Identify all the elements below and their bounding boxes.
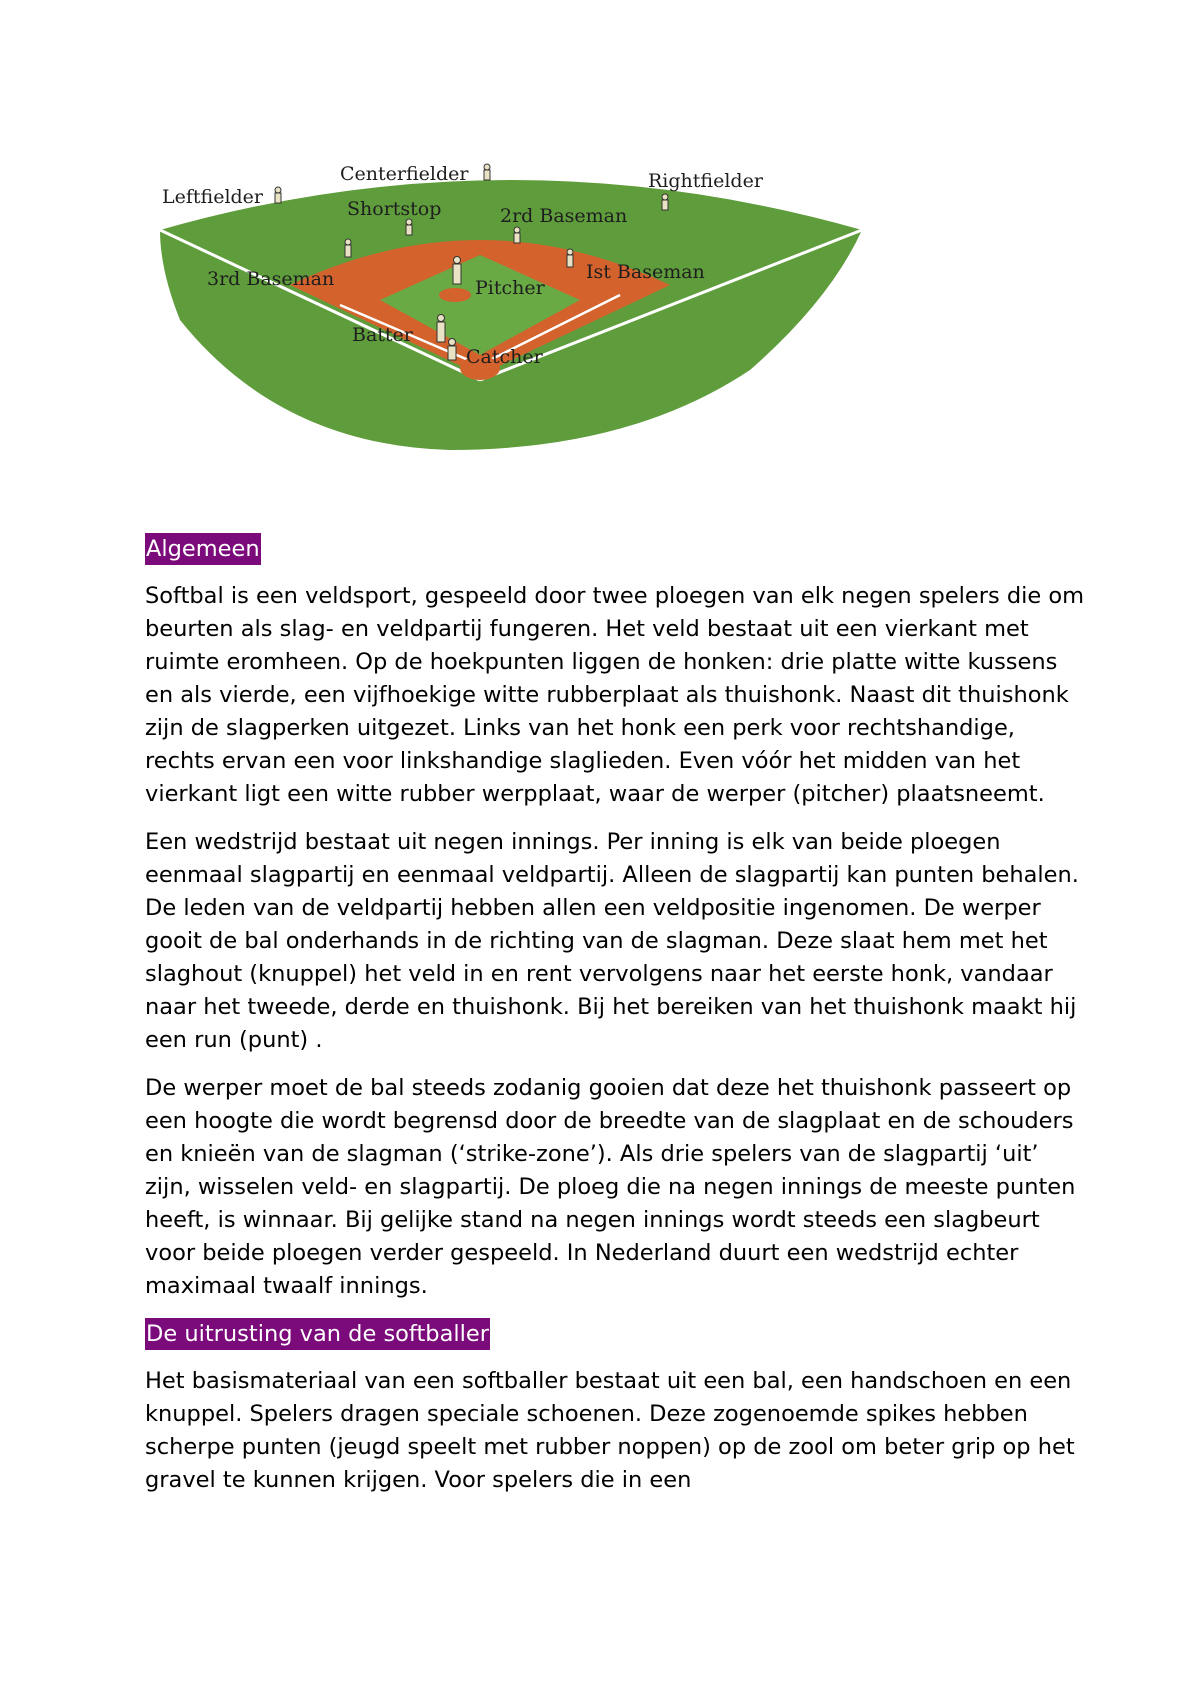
player-leftfielder [275,187,281,203]
section-equipment [145,1318,1085,1497]
label-second-baseman: 2rd Baseman [500,205,628,227]
document-body [145,533,1085,1497]
label-leftfielder: Leftfielder [162,186,264,208]
field-svg [150,150,870,470]
section-heading-equipment: De uitrusting van de softballer [145,1318,490,1350]
player-centerfielder [484,164,490,180]
label-pitcher: Pitcher [475,277,545,299]
player-second-baseman [514,227,520,243]
player-catcher [448,339,456,361]
label-first-baseman: Ist Baseman [586,261,705,283]
player-third-baseman [345,239,351,257]
paragraph: Het basismateriaal van een softballer bestaat uit een bal, een handschoen en een knuppel. Spelers dragen speciale schoenen. Deze zogenoemde spikes hebben scherpe punten (jeugd speelt met rubber noppen) op de zool om beter grip op het gravel te kunnen krijgen. Voor spelers die in een [145,1368,1075,1493]
section-general [145,533,1085,1303]
player-batter [437,315,445,343]
paragraph: De werper moet de bal steeds zodanig gooien dat deze het thuishonk passeert op een hoogte die wordt begrensd door de breedte van de slagplaat en de schouders en knieën van de slagman (‘strike-zone’). Als drie spelers van de slagpartij ‘uit’ zijn, wisselen veld- en slagpartij. De ploeg die na negen innings de meeste punten heeft, is winnaar. Bij gelijke stand na negen innings wordt steeds een slagbeurt voor beide ploegen verder gespeeld. In Nederland duurt een wedstrijd echter maximaal twaalf innings. [145,1075,1076,1299]
paragraph: Een wedstrijd bestaat uit negen innings. Per inning is elk van beide ploegen eenmaal slagpartij en eenmaal veldpartij. Alleen de slagpartij kan punten behalen. De leden van de veldpartij hebben allen een veldpositie ingenomen. De werper gooit de bal onderhands in de richting van de slagman. Deze slaat hem met het slaghout (knuppel) het veld in en rent vervolgens naar het eerste honk, vandaar naar het tweede, derde en thuishonk. Bij het bereiken van het thuishonk maakt hij een run (punt) . [145,829,1079,1053]
paragraph: Softbal is een veldsport, gespeeld door twee ploegen van elk negen spelers die om beurten als slag- en veldpartij fungeren. Het veld bestaat uit een vierkant met ruimte eromheen. Op de hoekpunten liggen de honken: drie platte witte kussens en als vierde, een vijfhoekige witte rubberplaat als thuishonk. Naast dit thuishonk zijn de slagperken uitgezet. Links van het honk een perk voor rechtshandige, rechts ervan een voor linkshandige slaglieden. Even vóór het midden van het vierkant ligt een witte rubber werpplaat, waar de werper (pitcher) plaatsneemt. [145,583,1085,807]
label-third-baseman: 3rd Baseman [207,268,335,290]
section-heading-general: Algemeen [145,533,261,565]
label-catcher: Catcher [466,346,543,368]
player-rightfielder [662,194,668,210]
player-first-baseman [567,249,573,267]
label-batter: Batter [352,324,413,346]
label-rightfielder: Rightfielder [648,170,763,192]
player-shortstop [406,219,412,235]
player-pitcher [453,257,461,285]
pitcher-mound [439,288,471,302]
label-shortstop: Shortstop [347,198,442,220]
softball-field-diagram [150,150,870,470]
label-centerfielder: Centerfielder [340,163,469,185]
